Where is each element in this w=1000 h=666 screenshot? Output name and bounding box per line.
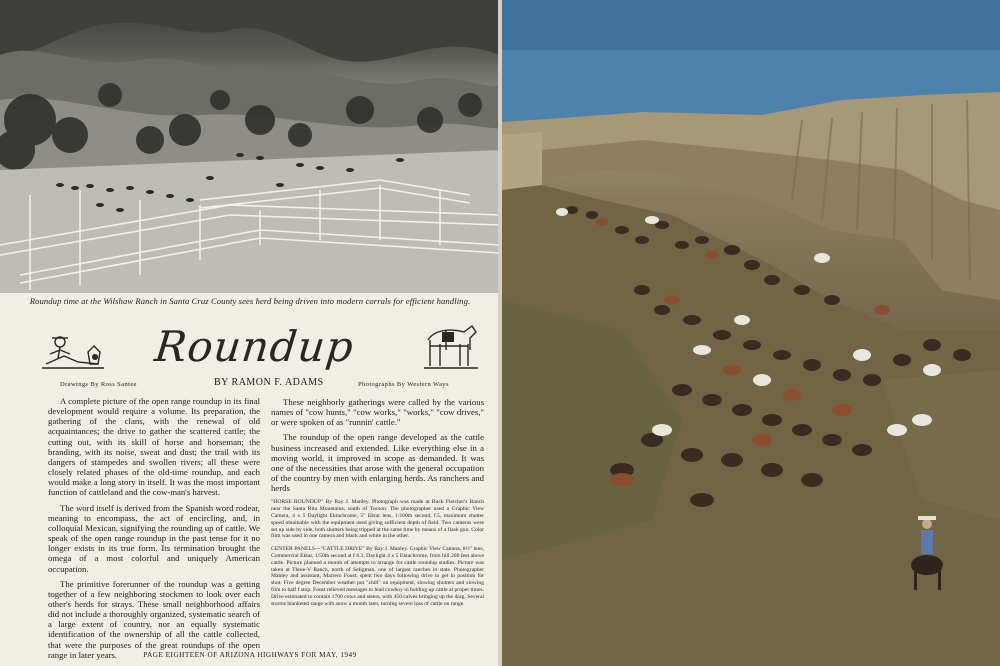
credit-drawings: Drawings By Ross Santee: [60, 381, 137, 388]
photo-tech-note: CENTER PANELS—"CATTLE DRIVE" By Ray J. Manley. Graphic View Camera, 8½" lens, Commercial Ektar, 1/50th second at f 6.3, Daylight 4 x 5 Ektachrome, from hill 200 feet above cattle. Picture planned a month of attempts to arrange for cattle roundup studies. Picture was taken at Three-V Ranch, north of Seligman, one of largest ranches in state. Photographer Manley and assistant, Marrero Foust, spent two days following drive to get in position for shot. Five degree December weather put "chill" on equipment, slowing shutters and slowing film to half f stop. Foust relieved messages to lead cowboy in holding up cattle at proper times. Drive estimated to contain 1700 cows and steers, with 450 calves bringing up the drag. Several storms blanketed range with snow a month later, turning severe loss of cattle on range.: [271, 546, 484, 607]
paragraph: The roundup of the open range developed as the cattle business increased and extended. Like everything else in a moving world, it improved in scope as demanded. It was one of the necessities that arose with the general occupation of the country by men with enlarging herds. As ranchers and herds: [271, 432, 484, 494]
horse-photo-drawing: [502, 0, 1000, 666]
body-column-right: [271, 397, 484, 612]
horse-sketch-icon: [420, 320, 480, 375]
body-column-left: [48, 396, 260, 665]
horse-roundup-photo: [502, 0, 1000, 666]
cowboy-sketch-icon: [38, 324, 108, 374]
corral-roundup-photo: [0, 0, 500, 293]
paragraph: The primitive forerunner of the roundup was a getting together of a few neighboring stockmen to look over each other's herds for strays. These small neighborhood affairs did not include a thoroughly organized, systematic search of a large extent of country, nor an equally systematic identification of the ownership of all the cattle collected, that were the purposes of the great roundups of the open range in later years.: [48, 578, 260, 660]
article-title: Roundup: [152, 322, 357, 371]
paragraph: These neighborly gatherings were called by the various names of "cow hunts," "cow works," "works," "cow drives," or were spoken of as "runnin' cattle.": [271, 397, 484, 428]
photo-tech-note: "HORSE ROUNDUP" By Ray J. Manley. Photograph was made at Buck Fletcher's Ranch near the Santa Rita Mountains, south of Tucson. The photographer used a Graphic View Camera, 4 x 5 Daylight Ektachrome, 5" Ektar lens, 1/100th second, f.5, maximum shutter speed obtainable with the equipment used giving sufficient depth of field. Two cameras were set up side by side, both shutters being tripped at the same time by means of a flash gun. Color film was used in one camera and black and white in the other.: [271, 499, 484, 540]
paragraph: The word itself is derived from the Spanish word rodear, meaning to encompass, the act of encircling, and, in colloquial Mexican, signifying the rounding up of cattle. We speak of the open range roundup in the past tense for it no longer exists in its true form. Its termination brought the omega of a most colorful and uniquely American occupation.: [48, 502, 260, 574]
corral-photo-drawing: [0, 0, 500, 293]
credit-photographs: Photographs By Western Ways: [358, 381, 449, 388]
page-footer: PAGE EIGHTEEN OF ARIZONA HIGHWAYS FOR MAY, 1949: [143, 651, 357, 659]
photo-caption: Roundup time at the Wilshaw Ranch in Santa Cruz County sees herd being driven into modern corrals for efficient handling.: [29, 296, 471, 306]
paragraph: A complete picture of the open range roundup in its final development would require a volume. Its preparation, the gathering of the clans, with the renewal of old acquaintances; the drive to gather the scattered cattle; the cutting out, with its skill of horse and horseman; the branding, with its noise, sweat and dust; the trail with its dangers of stampedes and swollen rivers; all these were closely related phases of the old-time roundup, and each would make a long story in itself. It was the most important function of cattleland and the cow-man's harvest.: [48, 396, 260, 498]
byline-author: BY RAMON F. ADAMS: [214, 377, 324, 388]
